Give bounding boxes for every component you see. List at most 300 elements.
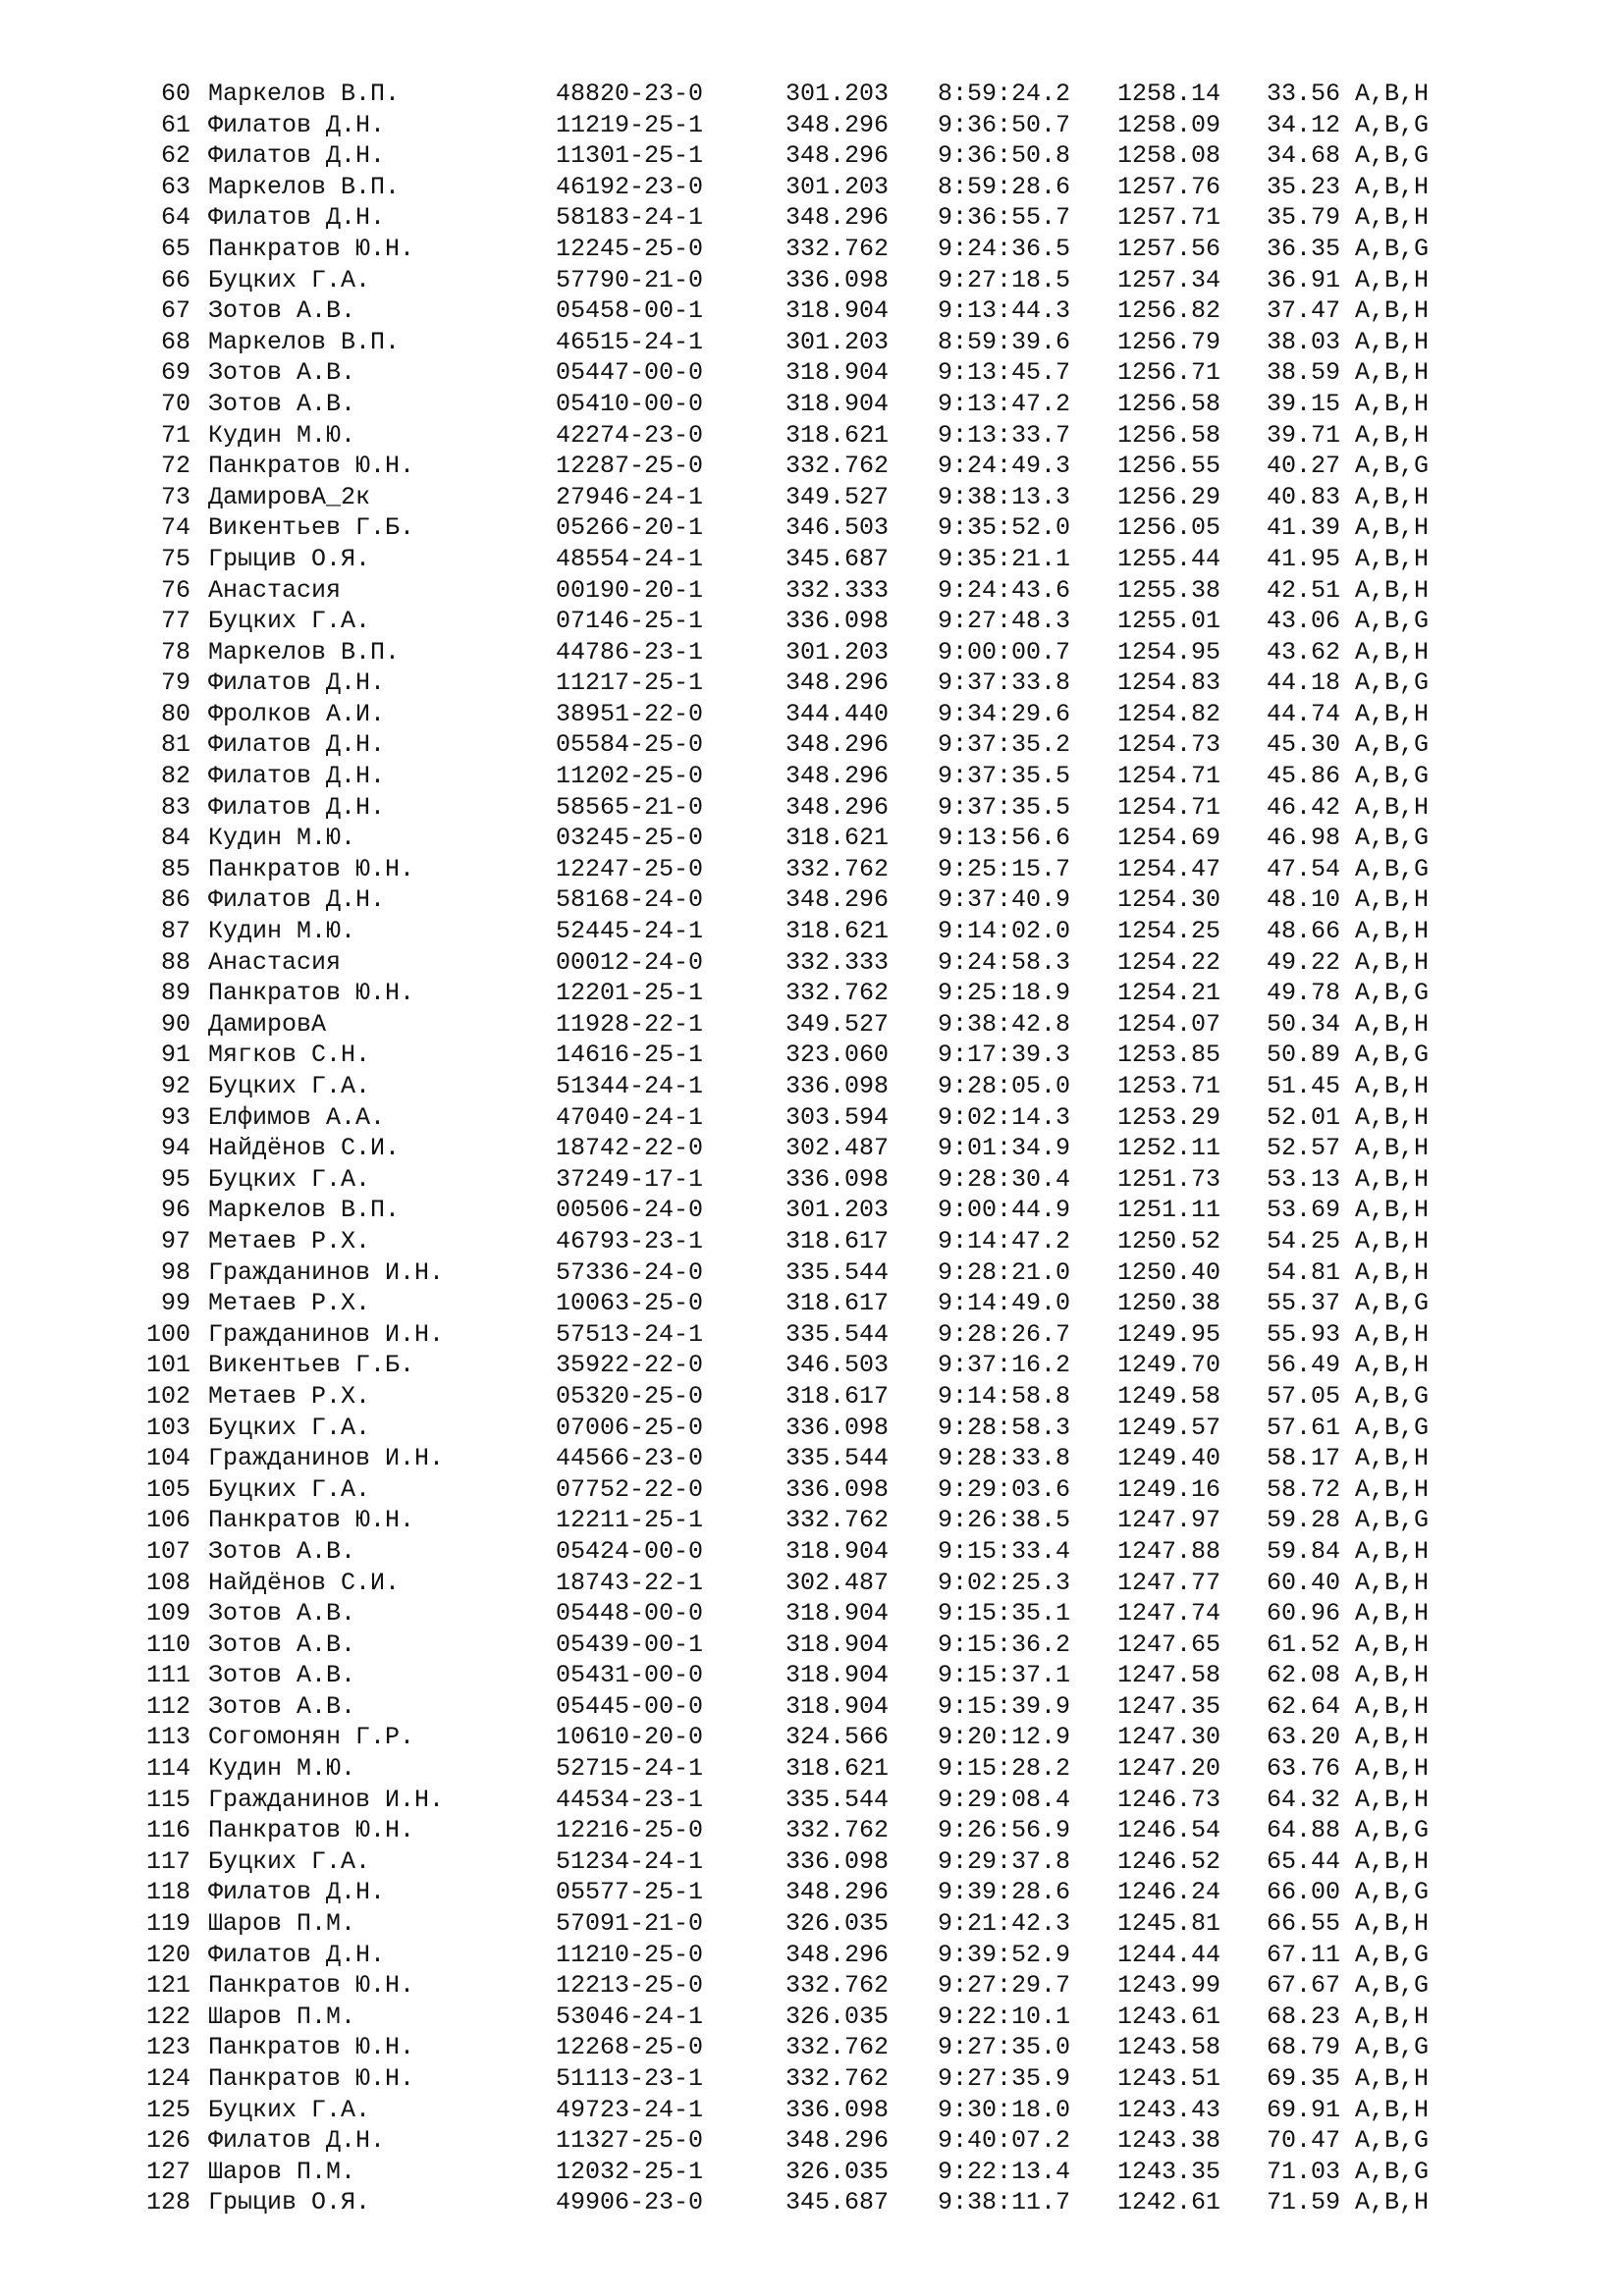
arrival-time: 9:00:44.9 bbox=[938, 1196, 1071, 1225]
participant-name: Филатов Д.Н. bbox=[208, 730, 386, 760]
distance-value: 336.098 bbox=[785, 265, 890, 294]
distance-value: 324.566 bbox=[785, 1723, 890, 1752]
table-row bbox=[0, 667, 1624, 699]
participant-name: Филатов Д.Н. bbox=[208, 762, 386, 791]
points-value: 34.12 A,B,G bbox=[1267, 110, 1430, 139]
arrival-time: 9:27:35.9 bbox=[938, 2064, 1071, 2093]
ring-number: 11928-22-1 bbox=[556, 1009, 704, 1039]
speed-value: 1246.24 bbox=[1117, 1878, 1221, 1907]
speed-value: 1256.58 bbox=[1117, 420, 1221, 450]
arrival-time: 9:28:58.3 bbox=[938, 1413, 1071, 1442]
arrival-time: 9:37:35.5 bbox=[938, 762, 1071, 791]
ring-number: 05424-00-0 bbox=[556, 1536, 704, 1566]
participant-name: Панкратов Ю.Н. bbox=[208, 452, 415, 481]
ring-number: 05448-00-0 bbox=[556, 1599, 704, 1629]
arrival-time: 9:28:30.4 bbox=[938, 1164, 1071, 1194]
points-value: 48.10 A,B,H bbox=[1267, 885, 1430, 915]
ring-number: 44786-23-1 bbox=[556, 637, 704, 667]
participant-name: Филатов Д.Н. bbox=[208, 203, 386, 233]
table-row bbox=[0, 1753, 1624, 1785]
participant-name: Буцких Г.А. bbox=[208, 1072, 371, 1100]
points-value: 71.59 A,B,H bbox=[1267, 2188, 1430, 2217]
participant-name: Метаев Р.Х. bbox=[208, 1381, 371, 1411]
points-value: 45.86 A,B,G bbox=[1267, 762, 1430, 791]
distance-value: 336.098 bbox=[785, 1164, 890, 1194]
table-row bbox=[0, 1288, 1624, 1319]
arrival-time: 9:24:36.5 bbox=[938, 234, 1071, 263]
speed-value: 1249.40 bbox=[1117, 1444, 1221, 1473]
speed-value: 1258.08 bbox=[1117, 141, 1221, 171]
participant-name: Зотов А.В. bbox=[208, 1691, 356, 1721]
participant-name: Согомонян Г.Р. bbox=[208, 1723, 415, 1752]
participant-name: Гражданинов И.Н. bbox=[208, 1319, 445, 1349]
participant-name: Панкратов Ю.Н. bbox=[208, 234, 415, 263]
position-number: 117 bbox=[145, 1846, 190, 1876]
position-number: 95 bbox=[160, 1164, 190, 1194]
ring-number: 18743-22-1 bbox=[556, 1568, 704, 1597]
distance-value: 301.203 bbox=[785, 327, 890, 356]
arrival-time: 9:35:52.0 bbox=[938, 513, 1071, 543]
table-row bbox=[0, 606, 1624, 637]
speed-value: 1243.43 bbox=[1117, 2095, 1221, 2124]
table-row bbox=[0, 1350, 1624, 1381]
participant-name: Грыцив О.Я. bbox=[208, 2188, 371, 2217]
speed-value: 1254.71 bbox=[1117, 762, 1221, 791]
points-value: 53.13 A,B,H bbox=[1267, 1164, 1430, 1194]
table-row bbox=[0, 327, 1624, 358]
arrival-time: 9:35:21.1 bbox=[938, 544, 1071, 573]
participant-name: Маркелов В.П. bbox=[208, 637, 401, 667]
arrival-time: 9:28:26.7 bbox=[938, 1319, 1071, 1349]
points-value: 45.30 A,B,G bbox=[1267, 730, 1430, 760]
ring-number: 51344-24-1 bbox=[556, 1072, 704, 1100]
distance-value: 318.621 bbox=[785, 1754, 890, 1784]
points-value: 58.72 A,B,H bbox=[1267, 1474, 1430, 1504]
points-value: 48.66 A,B,H bbox=[1267, 917, 1430, 946]
table-row bbox=[0, 265, 1624, 296]
speed-value: 1253.85 bbox=[1117, 1041, 1221, 1070]
ring-number: 52445-24-1 bbox=[556, 917, 704, 946]
ring-number: 58183-24-1 bbox=[556, 203, 704, 233]
participant-name: Кудин М.Ю. bbox=[208, 917, 356, 946]
ring-number: 05410-00-0 bbox=[556, 389, 704, 418]
points-value: 39.71 A,B,H bbox=[1267, 420, 1430, 450]
speed-value: 1256.58 bbox=[1117, 389, 1221, 418]
points-value: 52.57 A,B,H bbox=[1267, 1134, 1430, 1163]
ring-number: 48554-24-1 bbox=[556, 544, 704, 573]
table-row bbox=[0, 110, 1624, 141]
distance-value: 332.762 bbox=[785, 1506, 890, 1535]
distance-value: 348.296 bbox=[785, 2126, 890, 2156]
arrival-time: 9:27:18.5 bbox=[938, 265, 1071, 294]
ring-number: 11217-25-1 bbox=[556, 668, 704, 698]
position-number: 73 bbox=[160, 482, 190, 511]
arrival-time: 9:24:58.3 bbox=[938, 947, 1071, 977]
position-number: 124 bbox=[145, 2064, 190, 2093]
speed-value: 1254.71 bbox=[1117, 792, 1221, 822]
points-value: 61.52 A,B,H bbox=[1267, 1629, 1430, 1659]
ring-number: 00506-24-0 bbox=[556, 1196, 704, 1225]
distance-value: 318.904 bbox=[785, 1691, 890, 1721]
speed-value: 1256.79 bbox=[1117, 327, 1221, 356]
arrival-time: 9:38:11.7 bbox=[938, 2188, 1071, 2217]
distance-value: 335.544 bbox=[785, 1785, 890, 1814]
ring-number: 10610-20-0 bbox=[556, 1723, 704, 1752]
distance-value: 348.296 bbox=[785, 885, 890, 915]
position-number: 108 bbox=[145, 1568, 190, 1597]
position-number: 81 bbox=[160, 730, 190, 760]
arrival-time: 9:15:39.9 bbox=[938, 1691, 1071, 1721]
ring-number: 11301-25-1 bbox=[556, 141, 704, 171]
participant-name: Филатов Д.Н. bbox=[208, 1878, 386, 1907]
speed-value: 1247.20 bbox=[1117, 1754, 1221, 1784]
ring-number: 52715-24-1 bbox=[556, 1754, 704, 1784]
ring-number: 51234-24-1 bbox=[556, 1846, 704, 1876]
arrival-time: 9:25:18.9 bbox=[938, 979, 1071, 1008]
participant-name: Метаев Р.Х. bbox=[208, 1226, 371, 1255]
table-row bbox=[0, 575, 1624, 607]
speed-value: 1247.65 bbox=[1117, 1629, 1221, 1659]
points-value: 41.95 A,B,H bbox=[1267, 544, 1430, 573]
points-value: 62.08 A,B,H bbox=[1267, 1661, 1430, 1690]
points-value: 39.15 A,B,H bbox=[1267, 389, 1430, 418]
participant-name: Панкратов Ю.Н. bbox=[208, 979, 415, 1008]
speed-value: 1249.16 bbox=[1117, 1474, 1221, 1504]
participant-name: ДамировА_2к bbox=[208, 482, 371, 511]
distance-value: 318.904 bbox=[785, 358, 890, 388]
ring-number: 53046-24-1 bbox=[556, 2002, 704, 2031]
points-value: 67.67 A,B,G bbox=[1267, 1971, 1430, 2001]
participant-name: Метаев Р.Х. bbox=[208, 1289, 371, 1318]
ring-number: 05320-25-0 bbox=[556, 1381, 704, 1411]
participant-name: Буцких Г.А. bbox=[208, 265, 371, 294]
table-row bbox=[0, 1568, 1624, 1599]
arrival-time: 9:25:15.7 bbox=[938, 854, 1071, 883]
participant-name: Кудин М.Ю. bbox=[208, 824, 356, 853]
table-row bbox=[0, 637, 1624, 668]
points-value: 63.76 A,B,H bbox=[1267, 1754, 1430, 1784]
participant-name: Буцких Г.А. bbox=[208, 1413, 371, 1442]
position-number: 126 bbox=[145, 2126, 190, 2156]
speed-value: 1249.95 bbox=[1117, 1319, 1221, 1349]
speed-value: 1254.95 bbox=[1117, 637, 1221, 667]
participant-name: Найдёнов С.И. bbox=[208, 1568, 401, 1597]
points-value: 55.37 A,B,G bbox=[1267, 1289, 1430, 1318]
position-number: 128 bbox=[145, 2188, 190, 2217]
arrival-time: 9:26:56.9 bbox=[938, 1816, 1071, 1845]
table-row bbox=[0, 2095, 1624, 2126]
speed-value: 1257.76 bbox=[1117, 172, 1221, 201]
participant-name: Найдёнов С.И. bbox=[208, 1134, 401, 1163]
participant-name: Зотов А.В. bbox=[208, 358, 356, 388]
speed-value: 1254.83 bbox=[1117, 668, 1221, 698]
distance-value: 344.440 bbox=[785, 699, 890, 728]
points-value: 54.25 A,B,H bbox=[1267, 1226, 1430, 1255]
table-row bbox=[0, 699, 1624, 730]
participant-name: Филатов Д.Н. bbox=[208, 668, 386, 698]
ring-number: 05439-00-1 bbox=[556, 1629, 704, 1659]
table-row bbox=[0, 2187, 1624, 2218]
participant-name: Филатов Д.Н. bbox=[208, 1940, 386, 1969]
arrival-time: 9:29:08.4 bbox=[938, 1785, 1071, 1814]
speed-value: 1254.82 bbox=[1117, 699, 1221, 728]
arrival-time: 9:24:49.3 bbox=[938, 452, 1071, 481]
points-value: 38.59 A,B,H bbox=[1267, 358, 1430, 388]
points-value: 40.27 A,B,G bbox=[1267, 452, 1430, 481]
table-row bbox=[0, 1970, 1624, 2002]
distance-value: 336.098 bbox=[785, 1413, 890, 1442]
table-row bbox=[0, 2002, 1624, 2033]
table-row bbox=[0, 2063, 1624, 2095]
ring-number: 11219-25-1 bbox=[556, 110, 704, 139]
participant-name: Шаров П.М. bbox=[208, 1909, 356, 1939]
position-number: 96 bbox=[160, 1196, 190, 1225]
participant-name: Фролков А.И. bbox=[208, 699, 386, 728]
speed-value: 1251.73 bbox=[1117, 1164, 1221, 1194]
distance-value: 349.527 bbox=[785, 1009, 890, 1039]
points-value: 52.01 A,B,H bbox=[1267, 1102, 1430, 1132]
speed-value: 1247.97 bbox=[1117, 1506, 1221, 1535]
ring-number: 12245-25-0 bbox=[556, 234, 704, 263]
arrival-time: 9:15:36.2 bbox=[938, 1629, 1071, 1659]
table-row bbox=[0, 761, 1624, 792]
ring-number: 35922-22-0 bbox=[556, 1351, 704, 1380]
participant-name: Викентьев Г.Б. bbox=[208, 1351, 415, 1380]
points-value: 65.44 A,B,H bbox=[1267, 1846, 1430, 1876]
ring-number: 05266-20-1 bbox=[556, 513, 704, 543]
ring-number: 11327-25-0 bbox=[556, 2126, 704, 2156]
speed-value: 1254.22 bbox=[1117, 947, 1221, 977]
table-row bbox=[0, 389, 1624, 420]
position-number: 72 bbox=[160, 452, 190, 481]
speed-value: 1254.21 bbox=[1117, 979, 1221, 1008]
ring-number: 47040-24-1 bbox=[556, 1102, 704, 1132]
table-row bbox=[0, 1040, 1624, 1071]
position-number: 87 bbox=[160, 917, 190, 946]
table-row bbox=[0, 1319, 1624, 1351]
arrival-time: 9:14:49.0 bbox=[938, 1289, 1071, 1318]
speed-value: 1243.61 bbox=[1117, 2002, 1221, 2031]
ring-number: 10063-25-0 bbox=[556, 1289, 704, 1318]
position-number: 127 bbox=[145, 2157, 190, 2186]
position-number: 68 bbox=[160, 327, 190, 356]
table-row bbox=[0, 1660, 1624, 1691]
table-row bbox=[0, 512, 1624, 544]
speed-value: 1247.88 bbox=[1117, 1536, 1221, 1566]
points-value: 71.03 A,B,G bbox=[1267, 2157, 1430, 2186]
participant-name: Шаров П.М. bbox=[208, 2157, 356, 2186]
results-table bbox=[0, 79, 1624, 2218]
participant-name: Маркелов В.П. bbox=[208, 1196, 401, 1225]
participant-name: Викентьев Г.Б. bbox=[208, 513, 415, 543]
distance-value: 348.296 bbox=[785, 203, 890, 233]
participant-name: Филатов Д.Н. bbox=[208, 141, 386, 171]
points-value: 43.06 A,B,G bbox=[1267, 607, 1430, 636]
speed-value: 1257.34 bbox=[1117, 265, 1221, 294]
points-value: 35.23 A,B,H bbox=[1267, 172, 1430, 201]
distance-value: 332.762 bbox=[785, 452, 890, 481]
participant-name: Буцких Г.А. bbox=[208, 2095, 371, 2124]
speed-value: 1257.56 bbox=[1117, 234, 1221, 263]
points-value: 49.78 A,B,G bbox=[1267, 979, 1430, 1008]
table-row bbox=[0, 1722, 1624, 1753]
position-number: 84 bbox=[160, 824, 190, 853]
position-number: 65 bbox=[160, 234, 190, 263]
distance-value: 326.035 bbox=[785, 2002, 890, 2031]
table-row bbox=[0, 1846, 1624, 1878]
distance-value: 301.203 bbox=[785, 1196, 890, 1225]
distance-value: 301.203 bbox=[785, 172, 890, 201]
points-value: 38.03 A,B,H bbox=[1267, 327, 1430, 356]
points-value: 50.89 A,B,G bbox=[1267, 1041, 1430, 1070]
arrival-time: 9:15:37.1 bbox=[938, 1661, 1071, 1690]
arrival-time: 9:40:07.2 bbox=[938, 2126, 1071, 2156]
distance-value: 318.621 bbox=[785, 917, 890, 946]
distance-value: 348.296 bbox=[785, 1940, 890, 1969]
table-row bbox=[0, 823, 1624, 854]
arrival-time: 9:36:50.7 bbox=[938, 110, 1071, 139]
position-number: 93 bbox=[160, 1102, 190, 1132]
ring-number: 18742-22-0 bbox=[556, 1134, 704, 1163]
ring-number: 05458-00-1 bbox=[556, 296, 704, 326]
arrival-time: 9:13:33.7 bbox=[938, 420, 1071, 450]
distance-value: 335.544 bbox=[785, 1444, 890, 1473]
speed-value: 1243.99 bbox=[1117, 1971, 1221, 2001]
ring-number: 44566-23-0 bbox=[556, 1444, 704, 1473]
position-number: 79 bbox=[160, 668, 190, 698]
points-value: 46.98 A,B,G bbox=[1267, 824, 1430, 853]
distance-value: 301.203 bbox=[785, 80, 890, 108]
arrival-time: 9:02:14.3 bbox=[938, 1102, 1071, 1132]
arrival-time: 9:14:02.0 bbox=[938, 917, 1071, 946]
ring-number: 58565-21-0 bbox=[556, 792, 704, 822]
speed-value: 1256.82 bbox=[1117, 296, 1221, 326]
ring-number: 07006-25-0 bbox=[556, 1413, 704, 1442]
speed-value: 1244.44 bbox=[1117, 1940, 1221, 1969]
ring-number: 14616-25-1 bbox=[556, 1041, 704, 1070]
distance-value: 326.035 bbox=[785, 2157, 890, 2186]
speed-value: 1258.14 bbox=[1117, 80, 1221, 108]
speed-value: 1256.71 bbox=[1117, 358, 1221, 388]
speed-value: 1254.47 bbox=[1117, 854, 1221, 883]
table-row bbox=[0, 1413, 1624, 1444]
speed-value: 1252.11 bbox=[1117, 1134, 1221, 1163]
distance-value: 348.296 bbox=[785, 792, 890, 822]
position-number: 105 bbox=[145, 1474, 190, 1504]
points-value: 36.35 A,B,G bbox=[1267, 234, 1430, 263]
position-number: 76 bbox=[160, 575, 190, 605]
ring-number: 11202-25-0 bbox=[556, 762, 704, 791]
participant-name: Зотов А.В. bbox=[208, 1661, 356, 1690]
position-number: 69 bbox=[160, 358, 190, 388]
points-value: 49.22 A,B,H bbox=[1267, 947, 1430, 977]
points-value: 57.61 A,B,G bbox=[1267, 1413, 1430, 1442]
arrival-time: 9:34:29.6 bbox=[938, 699, 1071, 728]
speed-value: 1249.58 bbox=[1117, 1381, 1221, 1411]
ring-number: 57336-24-0 bbox=[556, 1257, 704, 1287]
table-row bbox=[0, 1381, 1624, 1413]
participant-name: Буцких Г.А. bbox=[208, 1164, 371, 1194]
position-number: 74 bbox=[160, 513, 190, 543]
participant-name: Кудин М.Ю. bbox=[208, 420, 356, 450]
points-value: 46.42 A,B,H bbox=[1267, 792, 1430, 822]
position-number: 89 bbox=[160, 979, 190, 1008]
ring-number: 05577-25-1 bbox=[556, 1878, 704, 1907]
position-number: 91 bbox=[160, 1041, 190, 1070]
arrival-time: 9:39:52.9 bbox=[938, 1940, 1071, 1969]
ring-number: 11210-25-0 bbox=[556, 1940, 704, 1969]
distance-value: 318.904 bbox=[785, 1661, 890, 1690]
points-value: 67.11 A,B,G bbox=[1267, 1940, 1430, 1969]
arrival-time: 9:13:45.7 bbox=[938, 358, 1071, 388]
distance-value: 318.621 bbox=[785, 420, 890, 450]
points-value: 64.32 A,B,H bbox=[1267, 1785, 1430, 1814]
table-row bbox=[0, 1536, 1624, 1568]
points-value: 40.83 A,B,H bbox=[1267, 482, 1430, 511]
table-row bbox=[0, 947, 1624, 979]
position-number: 62 bbox=[160, 141, 190, 171]
position-number: 101 bbox=[145, 1351, 190, 1380]
participant-name: Маркелов В.П. bbox=[208, 80, 401, 108]
points-value: 68.79 A,B,G bbox=[1267, 2033, 1430, 2062]
speed-value: 1247.74 bbox=[1117, 1599, 1221, 1629]
points-value: 58.17 A,B,H bbox=[1267, 1444, 1430, 1473]
ring-number: 05584-25-0 bbox=[556, 730, 704, 760]
arrival-time: 9:15:35.1 bbox=[938, 1599, 1071, 1629]
table-row bbox=[0, 2125, 1624, 2157]
distance-value: 318.904 bbox=[785, 389, 890, 418]
points-value: 70.47 A,B,G bbox=[1267, 2126, 1430, 2156]
position-number: 99 bbox=[160, 1289, 190, 1318]
points-value: 47.54 A,B,G bbox=[1267, 854, 1430, 883]
position-number: 61 bbox=[160, 110, 190, 139]
speed-value: 1247.35 bbox=[1117, 1691, 1221, 1721]
ring-number: 51113-23-1 bbox=[556, 2064, 704, 2093]
arrival-time: 9:21:42.3 bbox=[938, 1909, 1071, 1939]
participant-name: Панкратов Ю.Н. bbox=[208, 2033, 415, 2062]
participant-name: Буцких Г.А. bbox=[208, 1474, 371, 1504]
participant-name: Буцких Г.А. bbox=[208, 607, 371, 636]
position-number: 111 bbox=[145, 1661, 190, 1690]
distance-value: 336.098 bbox=[785, 1846, 890, 1876]
distance-value: 326.035 bbox=[785, 1909, 890, 1939]
distance-value: 345.687 bbox=[785, 2188, 890, 2217]
participant-name: Анастасия bbox=[208, 947, 342, 977]
points-value: 57.05 A,B,G bbox=[1267, 1381, 1430, 1411]
participant-name: Анастасия bbox=[208, 575, 342, 605]
table-row bbox=[0, 357, 1624, 389]
speed-value: 1250.52 bbox=[1117, 1226, 1221, 1255]
speed-value: 1243.35 bbox=[1117, 2157, 1221, 2186]
participant-name: Филатов Д.Н. bbox=[208, 885, 386, 915]
speed-value: 1245.81 bbox=[1117, 1909, 1221, 1939]
distance-value: 318.904 bbox=[785, 1629, 890, 1659]
distance-value: 332.762 bbox=[785, 234, 890, 263]
distance-value: 348.296 bbox=[785, 762, 890, 791]
position-number: 63 bbox=[160, 172, 190, 201]
participant-name: Зотов А.В. bbox=[208, 389, 356, 418]
position-number: 66 bbox=[160, 265, 190, 294]
participant-name: Мягков С.Н. bbox=[208, 1041, 371, 1070]
ring-number: 12268-25-0 bbox=[556, 2033, 704, 2062]
arrival-time: 9:01:34.9 bbox=[938, 1134, 1071, 1163]
participant-name: Панкратов Ю.Н. bbox=[208, 854, 415, 883]
ring-number: 37249-17-1 bbox=[556, 1164, 704, 1194]
ring-number: 00012-24-0 bbox=[556, 947, 704, 977]
table-row bbox=[0, 1195, 1624, 1226]
table-row bbox=[0, 1443, 1624, 1474]
participant-name: Шаров П.М. bbox=[208, 2002, 356, 2031]
